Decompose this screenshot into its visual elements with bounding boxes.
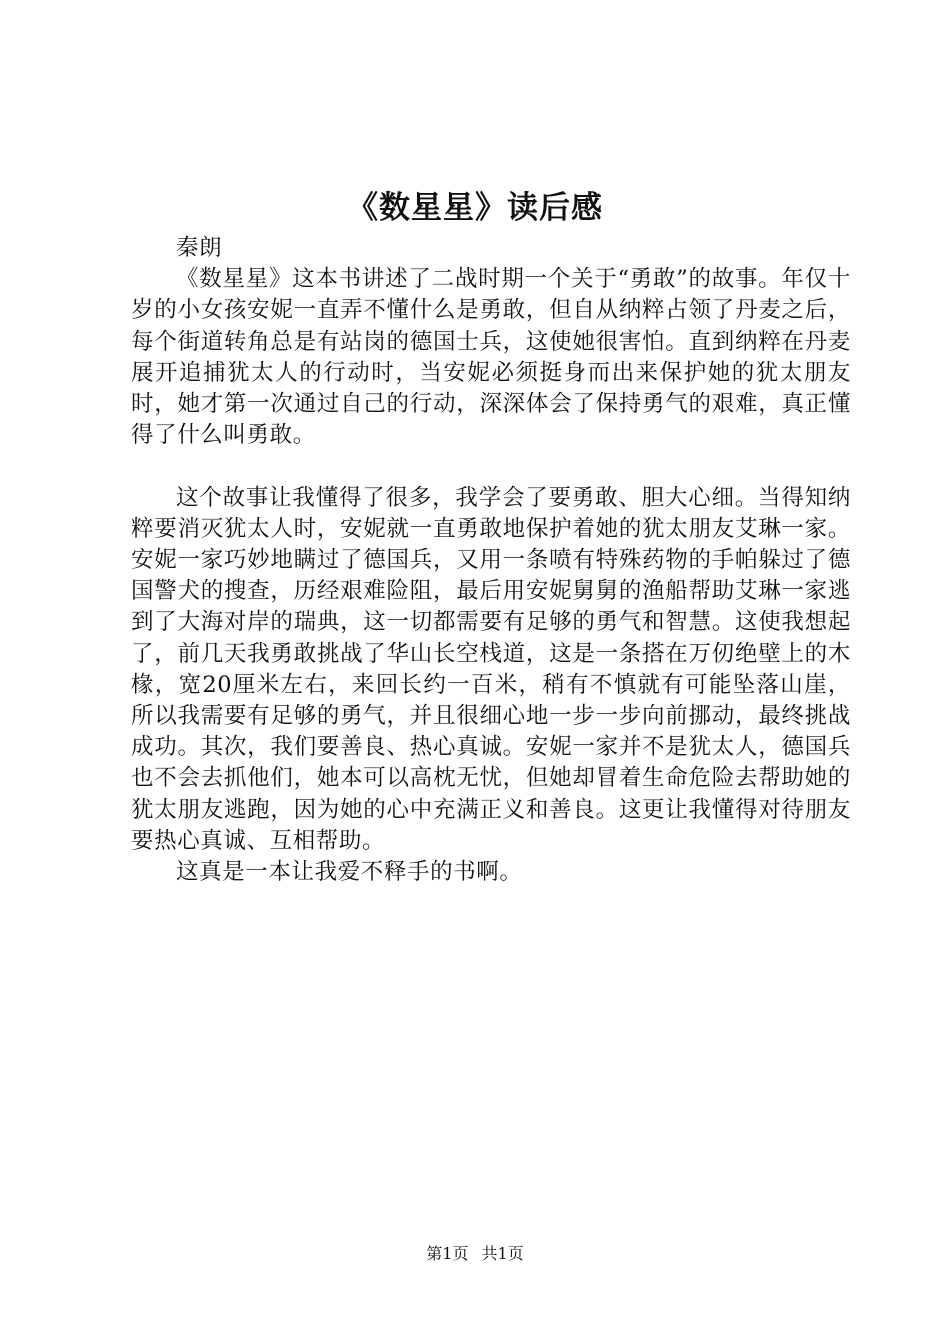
document-body [131,233,851,888]
page-number: 第1页 [426,1244,469,1263]
page-total: 共1页 [481,1244,524,1263]
paragraph-2: 这个故事让我懂得了很多，我学会了要勇敢、胆大心细。当得知纳粹要消灭犹太人时，安妮就一直勇敢地保护着她的犹太朋友艾琳一家。安妮一家巧妙地瞒过了德国兵，又用一条喷有特殊药物的手帕躲过了德国警犬的搜查，历经艰难险阻，最后用安妮舅舅的渔船帮助艾琳一家逃到了大海对岸的瑞典，这一切都需要有足够的勇气和智慧。这使我想起了，前几天我勇敢挑战了华山长空栈道，这是一条搭在万仞绝壁上的木椽，宽20厘米左右，来回长约一百米，稍有不慎就有可能坠落山崖，所以我需要有足够的勇气，并且很细心地一步一步向前挪动，最终挑战成功。其次，我们要善良、热心真诚。安妮一家并不是犹太人，德国兵也不会去抓他们，她本可以高枕无忧，但她却冒着生命危险去帮助她的犹太朋友逃跑，因为她的心中充满正义和善良。这更让我懂得对待朋友要热心真诚、互相帮助。 [131,484,851,854]
paragraph-1: 《数星星》这本书讲述了二战时期一个关于“勇敢”的故事。年仅十岁的小女孩安妮一直弄不懂什么是勇敢，但自从纳粹占领了丹麦之后，每个街道转角总是有站岗的德国士兵，这使她很害怕。直到纳粹在丹麦展开追捕犹太人的行动时，当安妮必须挺身而出来保护她的犹太朋友时，她才第一次通过自己的行动，深深体会了保持勇气的艰难，真正懂得了什么叫勇敢。 [131,266,851,449]
page-title: 《数星星》读后感 [347,190,603,226]
paragraph-3: 这真是一本让我爱不释手的书啊。 [176,859,523,886]
author-line: 秦朗 [176,235,223,261]
page-footer [0,1243,950,1265]
